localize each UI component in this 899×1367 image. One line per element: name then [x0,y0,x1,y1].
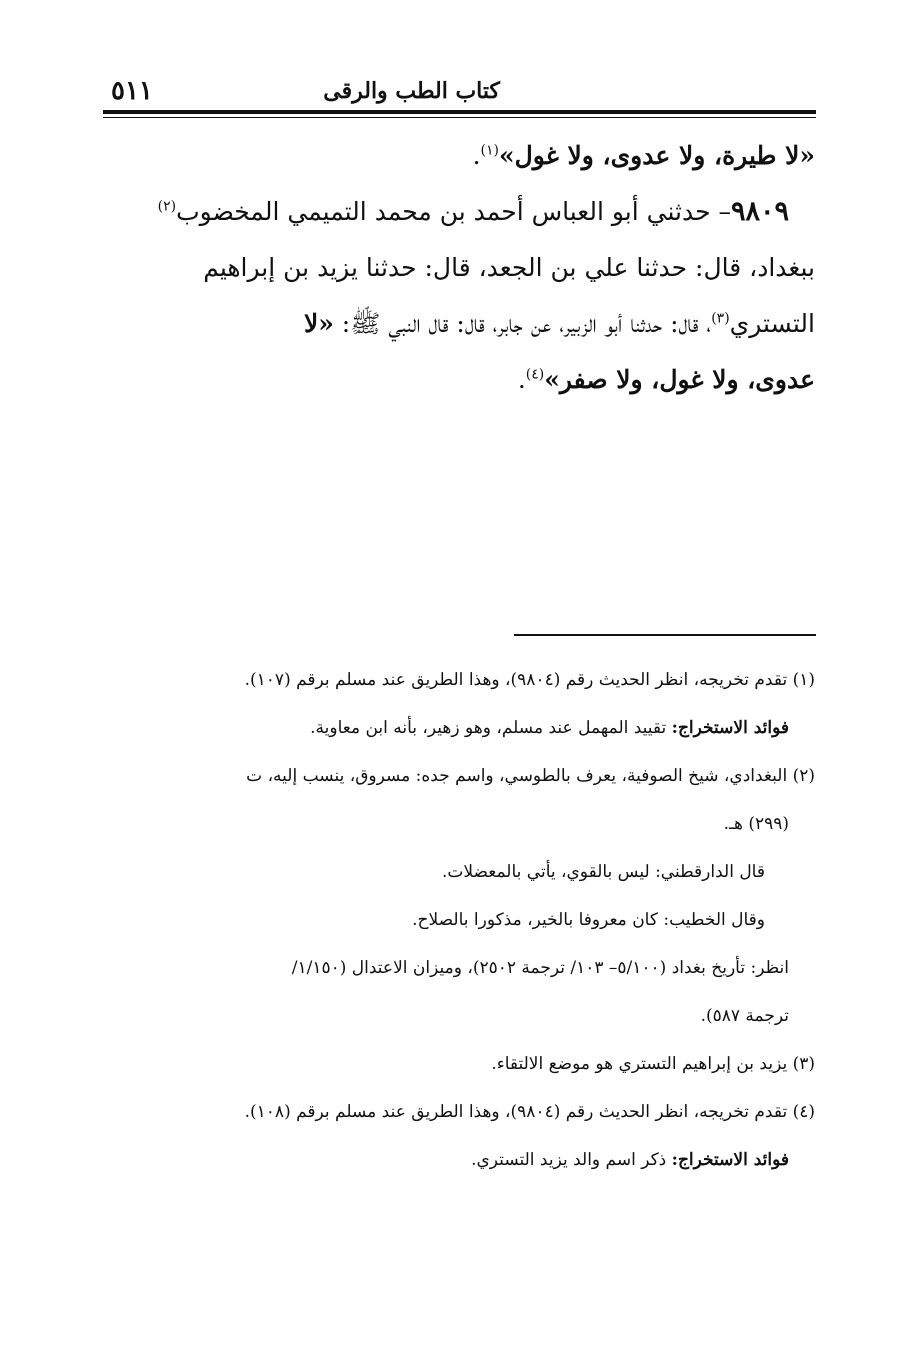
quote-text: عدوى، ولا غول، ولا صفر» [544,365,815,394]
footnote-ref: (٤) [525,366,545,383]
quote-text: «لا [303,309,334,338]
benefit-label: فوائد الاستخراج: [671,1150,789,1170]
footnote-4: (٤) تقدم تخريجه، انظر الحديث رقم (٩٨٠٤)، وهذا الطريق عند مسلم برقم (١٠٨). [244,1102,815,1122]
footnotes [103,656,815,1184]
footnote-1-benefit [103,704,815,752]
footnote-separator [514,634,816,636]
header-rule [103,110,816,114]
footnote-2-quote: وقال الخطيب: كان معروفا بالخير، مذكورا بالصلاح. [412,910,765,930]
hadith-line: ببغداد، قال: حدثنا علي بن الجعد، قال: حدثنا يزيد بن إبراهيم [203,253,815,282]
quote-text: «لا طيرة، ولا عدوى، ولا غول» [499,141,815,170]
footnote-1: (١) تقدم تخريجه، انظر الحديث رقم (٩٨٠٤)، وهذا الطريق عند مسلم برقم (١٠٧). [244,670,815,690]
footnote-2-cont: (٢٩٩) هـ. [723,814,789,834]
footnote-2-ref: انظر: تأريخ بغداد (٥/١٠٠– ١٠٣/ ترجمة ٢٥٠٢)، وميزان الاعتدال (١/١٥٠/ [291,958,789,978]
footnote-2: (٢) البغدادي، شيخ الصوفية، يعرف بالطوسي، واسم جده: مسروق، ينسب إليه، ت [246,766,815,786]
footnote-4-benefit [103,1136,815,1184]
hadith-line [103,352,815,408]
header-rule-thin [103,117,816,118]
hadith-text: ، قال: حدثنا أبو الزبير، عن جابر، قال: قال النبي ﷺ: [333,309,712,338]
hadith-line [103,184,815,240]
book-title: كتاب الطب والرقى [323,78,500,104]
page-number: ٥١١ [111,76,153,106]
hadith-quote [103,128,815,184]
benefit-text: ذكر اسم والد يزيد التستري. [471,1150,672,1170]
hadith-text: – حدثني أبو العباس أحمد بن محمد التميمي المخضوب [176,197,731,226]
hadith-text: التستري [729,309,815,338]
footnote-ref: (١) [480,142,499,159]
footnote-ref: (٣) [711,310,730,327]
footnote-2-quote: قال الدارقطني: ليس بالقوي، يأتي بالمعضلات. [441,862,765,882]
period: . [517,365,526,394]
running-header [103,72,815,112]
benefit-label: فوائد الاستخراج: [671,718,789,738]
period: . [472,141,481,170]
hadith-line [103,296,815,352]
hadith-number: ٩٨٠٩ [730,196,789,227]
footnote-3: (٣) يزيد بن إبراهيم التستري هو موضع الالتقاء. [491,1054,815,1074]
benefit-text: تقييد المهمل عند مسلم، وهو زهير، بأنه ابن معاوية. [310,718,672,738]
footnote-ref: (٢) [157,198,177,215]
main-text [103,128,815,408]
footnote-2-ref-cont: ترجمة ٥٨٧). [700,1006,789,1026]
